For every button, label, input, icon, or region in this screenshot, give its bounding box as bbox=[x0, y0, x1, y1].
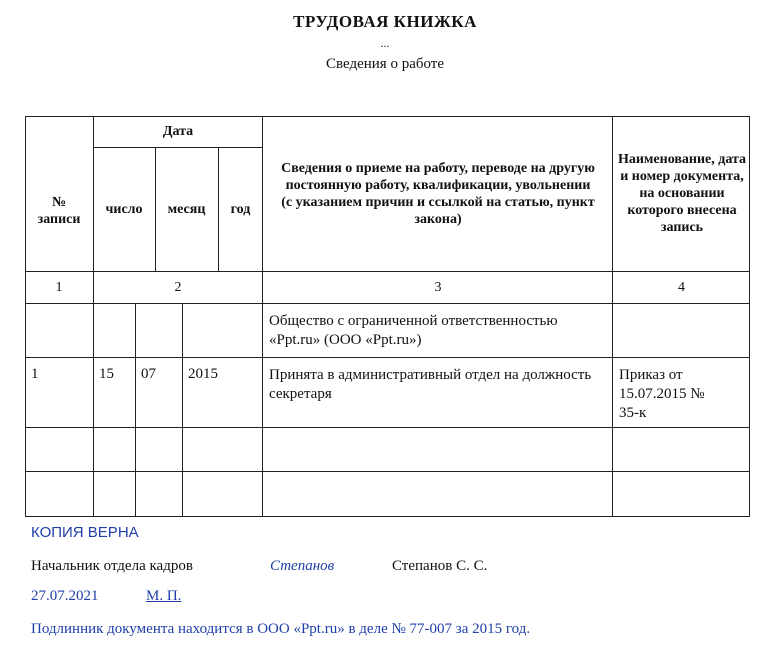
signer-name: Степанов С. С. bbox=[392, 558, 488, 574]
entry-day: 15 bbox=[99, 366, 114, 382]
org-name-cell: Общество с ограниченной ответственностью «Ppt.ru» (ООО «Ppt.ru») bbox=[269, 313, 558, 348]
entry-year: 2015 bbox=[188, 366, 218, 382]
table-border-bottom bbox=[25, 516, 750, 517]
col-number-bottom-line bbox=[25, 303, 750, 304]
certification-date: 27.07.2021 bbox=[31, 588, 99, 604]
ellipsis: ... bbox=[380, 36, 390, 50]
col-number-2: 2 bbox=[174, 279, 182, 295]
header-date: Дата bbox=[162, 124, 194, 139]
document-subtitle: Сведения о работе bbox=[325, 56, 444, 72]
entry-month: 07 bbox=[141, 366, 156, 382]
header-document: Наименование, дата и номер документа, на основании которого внесена запись bbox=[617, 152, 747, 235]
document-title: ТРУДОВАЯ КНИЖКА bbox=[293, 12, 477, 31]
table-border-left bbox=[25, 116, 26, 517]
stamp-place: М. П. bbox=[146, 588, 182, 604]
copy-true-label: КОПИЯ ВЕРНА bbox=[31, 524, 139, 541]
entry-info: Принята в административный отдел на должность секретаря bbox=[269, 367, 592, 402]
col-line-3 bbox=[612, 116, 613, 517]
entry-document: Приказ от 15.07.2015 № 35-к bbox=[619, 367, 705, 421]
header-year: год bbox=[230, 201, 251, 217]
signature: Степанов bbox=[270, 558, 335, 574]
header-day: число bbox=[105, 201, 143, 217]
work-record-table bbox=[25, 116, 750, 517]
hr-head-position: Начальник отдела кадров bbox=[31, 558, 193, 574]
header-record-no: № записи bbox=[37, 195, 81, 227]
body-month-line bbox=[182, 303, 183, 517]
empty-row-line bbox=[25, 471, 750, 472]
header-month: месяц bbox=[167, 201, 206, 217]
col-number-1: 1 bbox=[55, 279, 63, 295]
original-location-note: Подлинник документа находится в ООО «Ppt.ru» в деле № 77-007 за 2015 год. bbox=[31, 621, 531, 637]
col-number-4: 4 bbox=[678, 279, 685, 295]
col-number-3: 3 bbox=[434, 279, 442, 295]
header-info: Сведения о приеме на работу, переводе на другую постоянную работу, квалификации, увольнении (с указанием причин и ссылкой на статью, пункт закона) bbox=[281, 160, 595, 227]
entry-record-no: 1 bbox=[31, 366, 39, 382]
body-day-line bbox=[135, 303, 136, 517]
table-border-right bbox=[749, 116, 750, 517]
